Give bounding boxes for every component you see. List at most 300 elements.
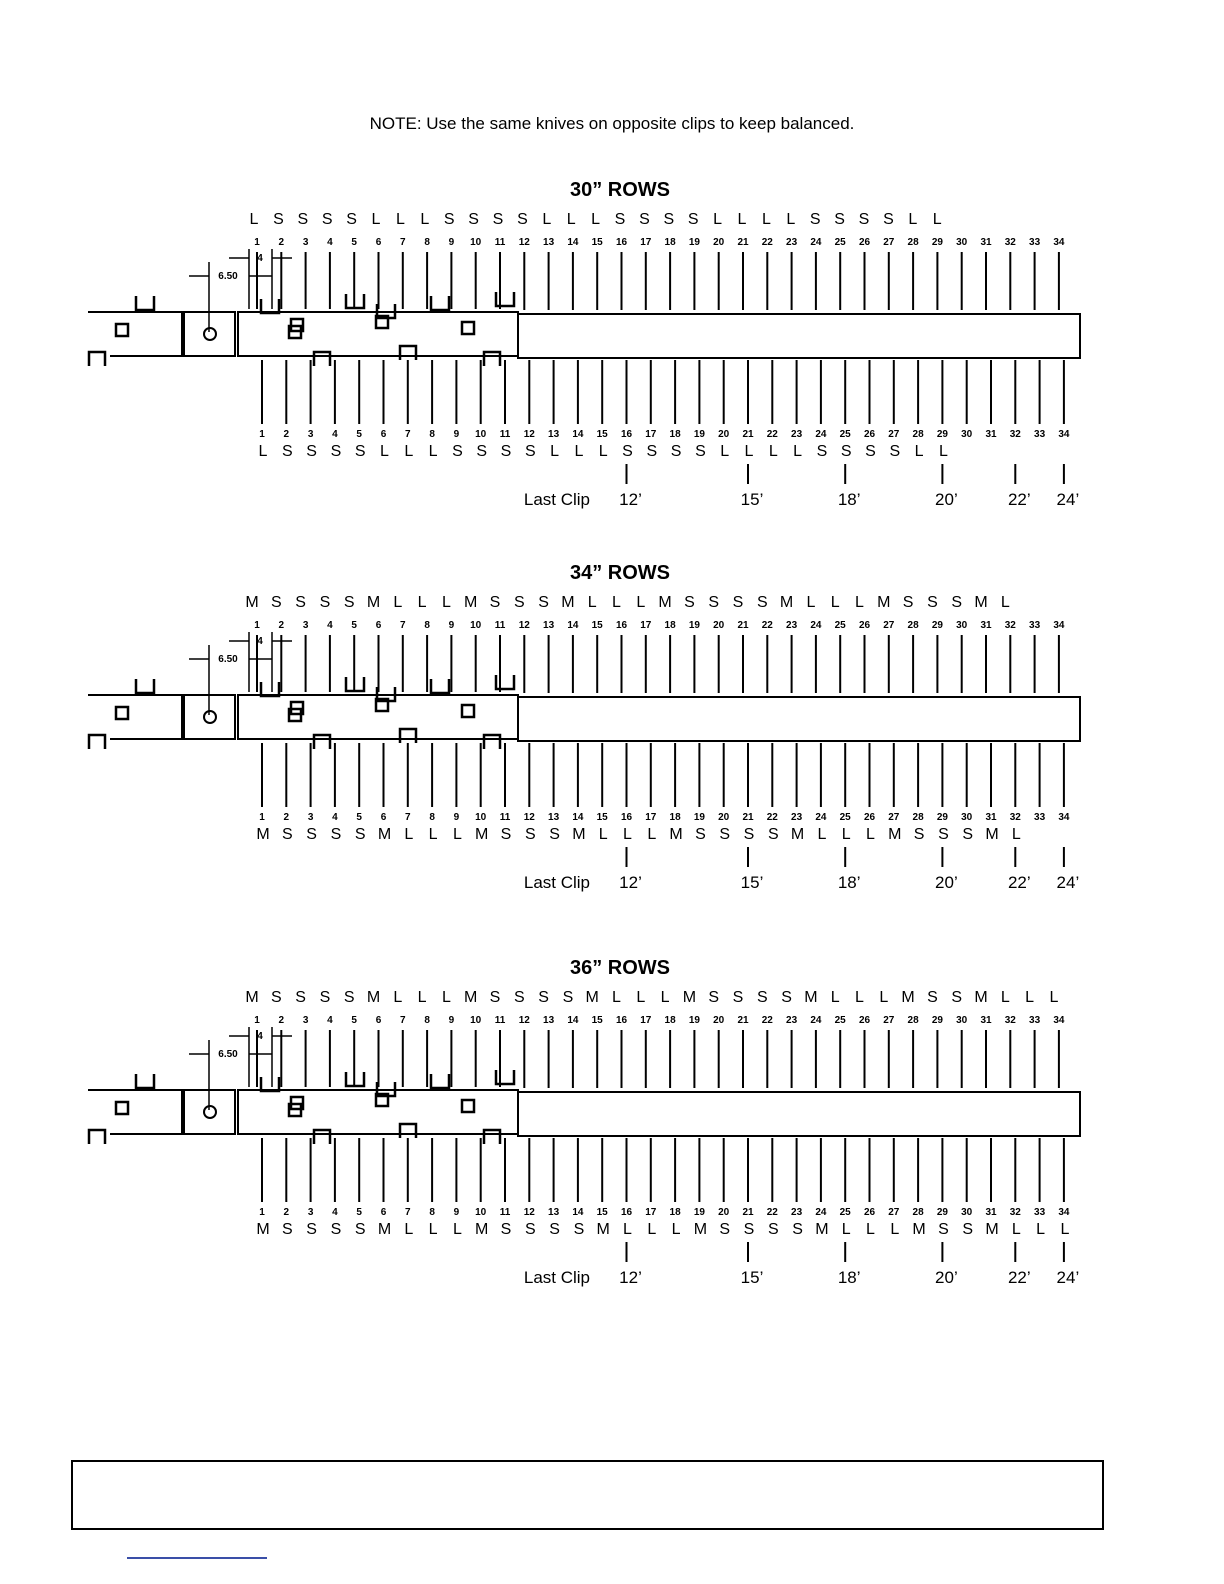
bottom-knife-letter: S: [524, 443, 536, 460]
bottom-knife-letter: L: [452, 826, 462, 843]
top-clip-number: 34: [1053, 620, 1065, 631]
bottom-clip-number: 29: [936, 429, 948, 440]
top-clip-number: 31: [980, 237, 992, 248]
bottom-clip-number: 22: [766, 812, 778, 823]
bottom-clip-number: 29: [936, 812, 948, 823]
top-clip-number: 4: [327, 1015, 333, 1026]
top-knife-letter: S: [562, 989, 574, 1006]
top-clip-number: 18: [664, 620, 676, 631]
top-clip-number: 3: [302, 620, 309, 631]
last-clip-label: Last Clip: [523, 1268, 590, 1287]
bottom-clip-number: 29: [936, 1207, 948, 1218]
top-clip-number: 19: [688, 1015, 700, 1026]
top-knife-letter: S: [927, 989, 938, 1006]
dim-spacing-label: 4: [257, 253, 263, 264]
top-knife-letter: L: [855, 594, 864, 611]
bottom-clip-number: 15: [596, 429, 608, 440]
bottom-knife-letter: L: [647, 1221, 657, 1238]
bottom-clip-number: 24: [815, 1207, 827, 1218]
clip-bracket-down: [484, 352, 500, 366]
bottom-clip-number: 9: [453, 429, 460, 440]
top-clip-number: 31: [980, 1015, 992, 1026]
dim-spacing-label: 4: [257, 636, 263, 647]
bottom-knife-letter: L: [1011, 1221, 1021, 1238]
bottom-clip-number: 24: [815, 429, 827, 440]
length-label: 24’: [1056, 490, 1080, 509]
top-knife-letter: L: [1000, 989, 1010, 1006]
clip-block: [462, 322, 474, 334]
top-clip-number: 16: [615, 620, 628, 631]
bottom-knife-letter: M: [790, 826, 805, 843]
top-knife-letter: S: [295, 594, 306, 611]
bottom-clip-number: 21: [742, 812, 754, 823]
length-label: 22’: [1007, 490, 1031, 509]
top-clip-number: 12: [518, 237, 530, 248]
bottom-knife-letter: S: [500, 826, 512, 843]
top-knife-letter: L: [417, 989, 427, 1006]
bottom-clip-number: 10: [475, 1207, 487, 1218]
bottom-knife-letter: S: [354, 826, 366, 843]
top-knife-letter: L: [660, 989, 670, 1006]
bottom-knife-letter: L: [428, 826, 438, 843]
bottom-knife-letter: M: [985, 826, 999, 843]
top-clip-number: 26: [858, 620, 871, 631]
top-knife-letter: L: [417, 594, 427, 611]
section-30-rows: [0, 172, 1224, 532]
top-clip-number: 30: [956, 237, 968, 248]
bottom-knife-letter: L: [866, 1221, 875, 1238]
top-clip-number: 24: [810, 237, 822, 248]
top-knife-letter: L: [830, 989, 840, 1006]
top-knife-letter: S: [343, 594, 355, 611]
top-clip-number: 33: [1029, 1015, 1041, 1026]
bottom-knife-letter: L: [817, 826, 827, 843]
bottom-knife-letter: L: [793, 443, 803, 460]
top-clip-number: 16: [615, 1015, 628, 1026]
top-clip-number: 14: [567, 620, 579, 631]
top-knife-letter: M: [901, 989, 915, 1006]
bottom-clip-number: 17: [645, 812, 657, 823]
top-knife-letter: M: [974, 989, 988, 1006]
bottom-clip-number: 28: [912, 812, 924, 823]
clip-bracket-down: [484, 1130, 500, 1144]
top-clip-number: 32: [1004, 1015, 1016, 1026]
bottom-knife-letter: S: [622, 443, 633, 460]
bottom-knife-letter: S: [889, 443, 901, 460]
clip-bracket-down: [400, 1124, 416, 1138]
bottom-clip-number: 20: [718, 429, 730, 440]
top-clip-number: 10: [470, 237, 482, 248]
clip-bracket-down: [400, 346, 416, 360]
bottom-clip-number: 13: [548, 429, 560, 440]
bottom-knife-letter: S: [281, 443, 293, 460]
top-clip-number: 5: [351, 1015, 357, 1026]
clip-bracket-down: [89, 1130, 105, 1144]
bottom-clip-number: 30: [961, 429, 973, 440]
top-clip-number: 25: [834, 237, 846, 248]
bottom-knife-letter: L: [1011, 826, 1021, 843]
top-knife-letter: S: [951, 594, 963, 611]
bottom-clip-number: 3: [307, 812, 314, 823]
bottom-clip-number: 4: [332, 429, 338, 440]
bottom-knife-letter: S: [573, 1221, 585, 1238]
bottom-knife-letter: S: [840, 443, 852, 460]
top-knife-letter: L: [566, 211, 576, 228]
bottom-clip-number: 8: [429, 429, 435, 440]
top-knife-letter: S: [858, 211, 870, 228]
bottom-knife-letter: S: [938, 1221, 949, 1238]
top-clip-number: 19: [688, 237, 700, 248]
bottom-knife-letter: S: [743, 826, 755, 843]
top-clip-number: 30: [956, 620, 968, 631]
top-knife-letter: L: [587, 594, 597, 611]
top-clip-number: 24: [810, 1015, 822, 1026]
bottom-clip-number: 17: [645, 429, 657, 440]
bottom-knife-letter: S: [719, 1221, 731, 1238]
top-knife-letter: L: [636, 594, 646, 611]
top-knife-letter: L: [636, 989, 646, 1006]
top-clip-number: 25: [834, 620, 846, 631]
bottom-clip-number: 19: [693, 429, 705, 440]
top-knife-letter: S: [927, 594, 938, 611]
top-clip-number: 16: [615, 237, 628, 248]
top-clip-number: 30: [956, 1015, 968, 1026]
top-clip-number: 18: [664, 237, 676, 248]
bottom-knife-letter: S: [767, 826, 779, 843]
clip-block: [116, 707, 128, 719]
bottom-knife-letter: M: [888, 826, 902, 843]
bottom-knife-letter: L: [866, 826, 875, 843]
top-knife-letter: S: [492, 211, 504, 228]
bottom-clip-number: 27: [888, 812, 900, 823]
top-knife-letter: L: [591, 211, 601, 228]
bottom-knife-letter: M: [985, 1221, 999, 1238]
bottom-knife-letter: L: [258, 443, 268, 460]
bottom-clip-number: 1: [259, 812, 265, 823]
top-knife-letter: S: [273, 211, 284, 228]
clip-bracket-down: [484, 735, 500, 749]
bottom-knife-letter: S: [281, 826, 293, 843]
bottom-clip-number: 14: [572, 812, 584, 823]
top-knife-letter: L: [393, 594, 403, 611]
clip-block: [116, 1102, 128, 1114]
top-knife-letter: L: [1049, 989, 1059, 1006]
bottom-knife-letter: S: [743, 1221, 755, 1238]
clip-bracket: [136, 679, 154, 693]
top-clip-number: 8: [424, 620, 430, 631]
top-clip-number: 25: [834, 1015, 846, 1026]
clip-bracket: [496, 292, 514, 306]
bottom-knife-letter: S: [865, 443, 876, 460]
top-knife-letter: S: [732, 594, 744, 611]
top-clip-number: 10: [470, 1015, 482, 1026]
bottom-knife-letter: M: [256, 1221, 270, 1238]
clip-bar-right: [518, 314, 1080, 358]
top-clip-number: 1: [254, 237, 260, 248]
top-knife-letter: M: [585, 989, 599, 1006]
top-clip-number: 12: [518, 620, 530, 631]
top-knife-letter: L: [420, 211, 430, 228]
length-label: 15’: [740, 873, 764, 892]
bottom-clip-number: 20: [718, 1207, 730, 1218]
clip-bar-right: [518, 1092, 1080, 1136]
clip-bracket: [431, 679, 449, 693]
top-clip-number: 4: [327, 620, 333, 631]
top-clip-number: 13: [543, 1015, 555, 1026]
top-knife-letter: M: [877, 594, 891, 611]
top-clip-number: 15: [591, 237, 603, 248]
bottom-clip-number: 23: [791, 429, 803, 440]
bottom-clip-number: 4: [332, 1207, 338, 1218]
length-label: 15’: [740, 490, 764, 509]
bottom-knife-letter: L: [890, 1221, 900, 1238]
bottom-clip-number: 2: [283, 429, 290, 440]
top-clip-number: 33: [1029, 620, 1041, 631]
top-knife-letter: S: [538, 989, 549, 1006]
length-label: 22’: [1007, 1268, 1031, 1287]
bottom-knife-letter: L: [1036, 1221, 1046, 1238]
top-clip-number: 27: [883, 1015, 895, 1026]
bottom-knife-letter: L: [404, 443, 414, 460]
top-knife-letter: L: [395, 211, 405, 228]
bottom-clip-number: 7: [405, 812, 411, 823]
top-knife-letter: S: [513, 989, 525, 1006]
bottom-clip-number: 32: [1009, 429, 1021, 440]
top-knife-letter: S: [883, 211, 894, 228]
length-label: 24’: [1056, 873, 1080, 892]
bottom-clip-number: 3: [307, 1207, 314, 1218]
top-clip-number: 10: [470, 620, 482, 631]
top-knife-letter: L: [441, 989, 451, 1006]
top-knife-letter: L: [932, 211, 942, 228]
top-clip-number: 4: [327, 237, 333, 248]
bottom-knife-letter: L: [744, 443, 754, 460]
bottom-clip-number: 27: [888, 429, 900, 440]
left-arm: [88, 312, 182, 356]
top-clip-number: 3: [302, 237, 309, 248]
top-clip-number: 26: [858, 1015, 871, 1026]
section-title: 36” ROWS: [569, 957, 671, 979]
top-knife-letter: S: [513, 594, 525, 611]
hub-hole: [204, 328, 216, 340]
top-knife-letter: L: [830, 594, 840, 611]
bottom-clip-number: 14: [572, 429, 584, 440]
bottom-knife-letter: L: [428, 1221, 438, 1238]
bottom-clip-number: 8: [429, 812, 435, 823]
dim-spacing-label: 4: [257, 1031, 263, 1042]
top-clip-number: 7: [400, 620, 406, 631]
top-clip-number: 9: [448, 237, 455, 248]
top-knife-letter: M: [366, 989, 381, 1006]
top-clip-number: 3: [302, 1015, 309, 1026]
length-label: 20’: [935, 490, 958, 509]
bottom-clip-number: 1: [259, 1207, 265, 1218]
clip-bracket-down: [89, 735, 105, 749]
clip-bracket-down: [314, 1130, 330, 1144]
bottom-clip-number: 11: [499, 812, 511, 823]
top-knife-letter: S: [684, 594, 695, 611]
bottom-knife-letter: L: [550, 443, 560, 460]
bottom-clip-number: 23: [791, 1207, 803, 1218]
bottom-clip-number: 30: [961, 812, 973, 823]
bottom-knife-letter: S: [354, 443, 366, 460]
bottom-knife-letter: L: [720, 443, 730, 460]
top-clip-number: 21: [737, 620, 749, 631]
bottom-clip-number: 10: [475, 812, 487, 823]
top-clip-number: 28: [907, 620, 919, 631]
bottom-clip-number: 4: [332, 812, 338, 823]
top-clip-number: 23: [786, 237, 798, 248]
bottom-knife-letter: S: [792, 1221, 803, 1238]
top-clip-number: 32: [1004, 620, 1016, 631]
bottom-clip-number: 22: [766, 1207, 778, 1218]
bottom-knife-letter: S: [646, 443, 658, 460]
top-knife-letter: S: [708, 989, 720, 1006]
top-clip-number: 11: [494, 620, 506, 631]
top-clip-number: 20: [713, 620, 725, 631]
section-34-rows: [0, 555, 1224, 915]
top-clip-number: 31: [980, 620, 992, 631]
top-clip-number: 9: [448, 1015, 455, 1026]
clip-bracket: [431, 1074, 449, 1088]
bottom-knife-letter: M: [256, 826, 270, 843]
top-knife-letter: L: [542, 211, 552, 228]
dim-offset-label: 6.50: [218, 271, 238, 282]
top-knife-letter: L: [786, 211, 796, 228]
top-clip-number: 5: [351, 620, 357, 631]
top-knife-letter: S: [951, 989, 963, 1006]
bottom-clip-number: 15: [596, 812, 608, 823]
top-knife-letter: S: [639, 211, 650, 228]
bottom-knife-letter: L: [914, 443, 924, 460]
clip-bracket: [496, 1070, 514, 1084]
top-knife-letter: S: [781, 989, 792, 1006]
top-knife-letter: L: [1000, 594, 1010, 611]
clip-bracket: [261, 1077, 279, 1091]
section-title: 34” ROWS: [569, 562, 671, 584]
length-label: 12’: [619, 873, 642, 892]
top-clip-number: 13: [543, 620, 555, 631]
top-knife-letter: L: [761, 211, 771, 228]
top-knife-letter: S: [663, 211, 675, 228]
top-knife-letter: L: [713, 211, 723, 228]
bottom-clip-number: 26: [863, 1207, 876, 1218]
top-clip-number: 15: [591, 620, 603, 631]
bottom-knife-letter: S: [306, 1221, 317, 1238]
top-clip-number: 28: [907, 1015, 919, 1026]
bottom-knife-letter: S: [938, 826, 949, 843]
top-knife-letter: S: [270, 594, 282, 611]
bottom-knife-letter: M: [377, 1221, 392, 1238]
bottom-knife-letter: S: [962, 1221, 974, 1238]
bottom-clip-number: 10: [475, 429, 487, 440]
bottom-clip-number: 21: [742, 429, 754, 440]
bottom-knife-letter: L: [623, 826, 632, 843]
clip-block: [462, 1100, 474, 1112]
top-knife-letter: S: [756, 594, 768, 611]
top-clip-number: 1: [254, 620, 260, 631]
clip-bracket-down: [314, 352, 330, 366]
top-clip-number: 17: [640, 1015, 652, 1026]
bottom-clip-number: 34: [1058, 429, 1070, 440]
bottom-knife-letter: L: [841, 1221, 851, 1238]
top-clip-number: 29: [931, 1015, 943, 1026]
bottom-clip-number: 2: [283, 1207, 290, 1218]
bottom-clip-number: 16: [620, 1207, 633, 1218]
top-clip-number: 8: [424, 1015, 430, 1026]
clip-block: [462, 705, 474, 717]
top-knife-letter: S: [902, 594, 914, 611]
bottom-knife-letter: L: [598, 826, 608, 843]
top-clip-number: 22: [761, 620, 773, 631]
top-clip-number: 11: [494, 237, 506, 248]
top-clip-number: 21: [737, 237, 749, 248]
length-label: 18’: [837, 1268, 861, 1287]
top-knife-letter: S: [687, 211, 699, 228]
top-clip-number: 13: [543, 237, 555, 248]
bottom-notes-box: [71, 1460, 1104, 1530]
bottom-knife-letter: M: [377, 826, 392, 843]
bottom-clip-number: 26: [863, 812, 876, 823]
top-knife-letter: S: [297, 211, 309, 228]
top-knife-letter: L: [879, 989, 889, 1006]
length-label: 18’: [837, 490, 861, 509]
bottom-knife-letter: M: [475, 826, 489, 843]
top-knife-letter: S: [295, 989, 306, 1006]
hub-hole: [204, 1106, 216, 1118]
bottom-clip-number: 3: [307, 429, 314, 440]
bottom-knife-letter: S: [670, 443, 682, 460]
bottom-clip-number: 31: [985, 429, 997, 440]
bottom-knife-letter: M: [693, 1221, 708, 1238]
bottom-knife-letter: L: [623, 1221, 632, 1238]
top-knife-letter: S: [732, 989, 744, 1006]
clip-bracket: [261, 299, 279, 313]
top-knife-letter: S: [443, 211, 455, 228]
bottom-clip-number: 9: [453, 1207, 460, 1218]
bottom-knife-letter: M: [475, 1221, 489, 1238]
bottom-clip-number: 21: [742, 1207, 754, 1218]
length-label: 12’: [619, 1268, 642, 1287]
bottom-clip-number: 32: [1009, 812, 1021, 823]
top-knife-letter: M: [804, 989, 818, 1006]
bottom-knife-letter: S: [354, 1221, 366, 1238]
top-clip-number: 19: [688, 620, 700, 631]
top-clip-number: 2: [278, 620, 285, 631]
top-knife-letter: S: [489, 594, 501, 611]
top-knife-letter: M: [779, 594, 794, 611]
bottom-rule: [127, 1557, 267, 1559]
bottom-clip-number: 6: [380, 429, 387, 440]
top-clip-number: 23: [786, 620, 798, 631]
top-clip-number: 27: [883, 620, 895, 631]
bottom-knife-letter: L: [768, 443, 778, 460]
bottom-knife-letter: M: [596, 1221, 610, 1238]
top-knife-letter: L: [1025, 989, 1035, 1006]
top-knife-letter: S: [834, 211, 845, 228]
bottom-clip-number: 23: [791, 812, 803, 823]
bottom-clip-number: 18: [669, 1207, 681, 1218]
bottom-knife-letter: L: [671, 1221, 681, 1238]
top-clip-number: 22: [761, 237, 773, 248]
top-knife-letter: S: [346, 211, 357, 228]
top-clip-number: 33: [1029, 237, 1041, 248]
bottom-knife-letter: S: [767, 1221, 779, 1238]
top-knife-letter: L: [249, 211, 259, 228]
bottom-knife-letter: S: [500, 1221, 512, 1238]
length-label: 15’: [740, 1268, 764, 1287]
top-knife-letter: M: [974, 594, 988, 611]
